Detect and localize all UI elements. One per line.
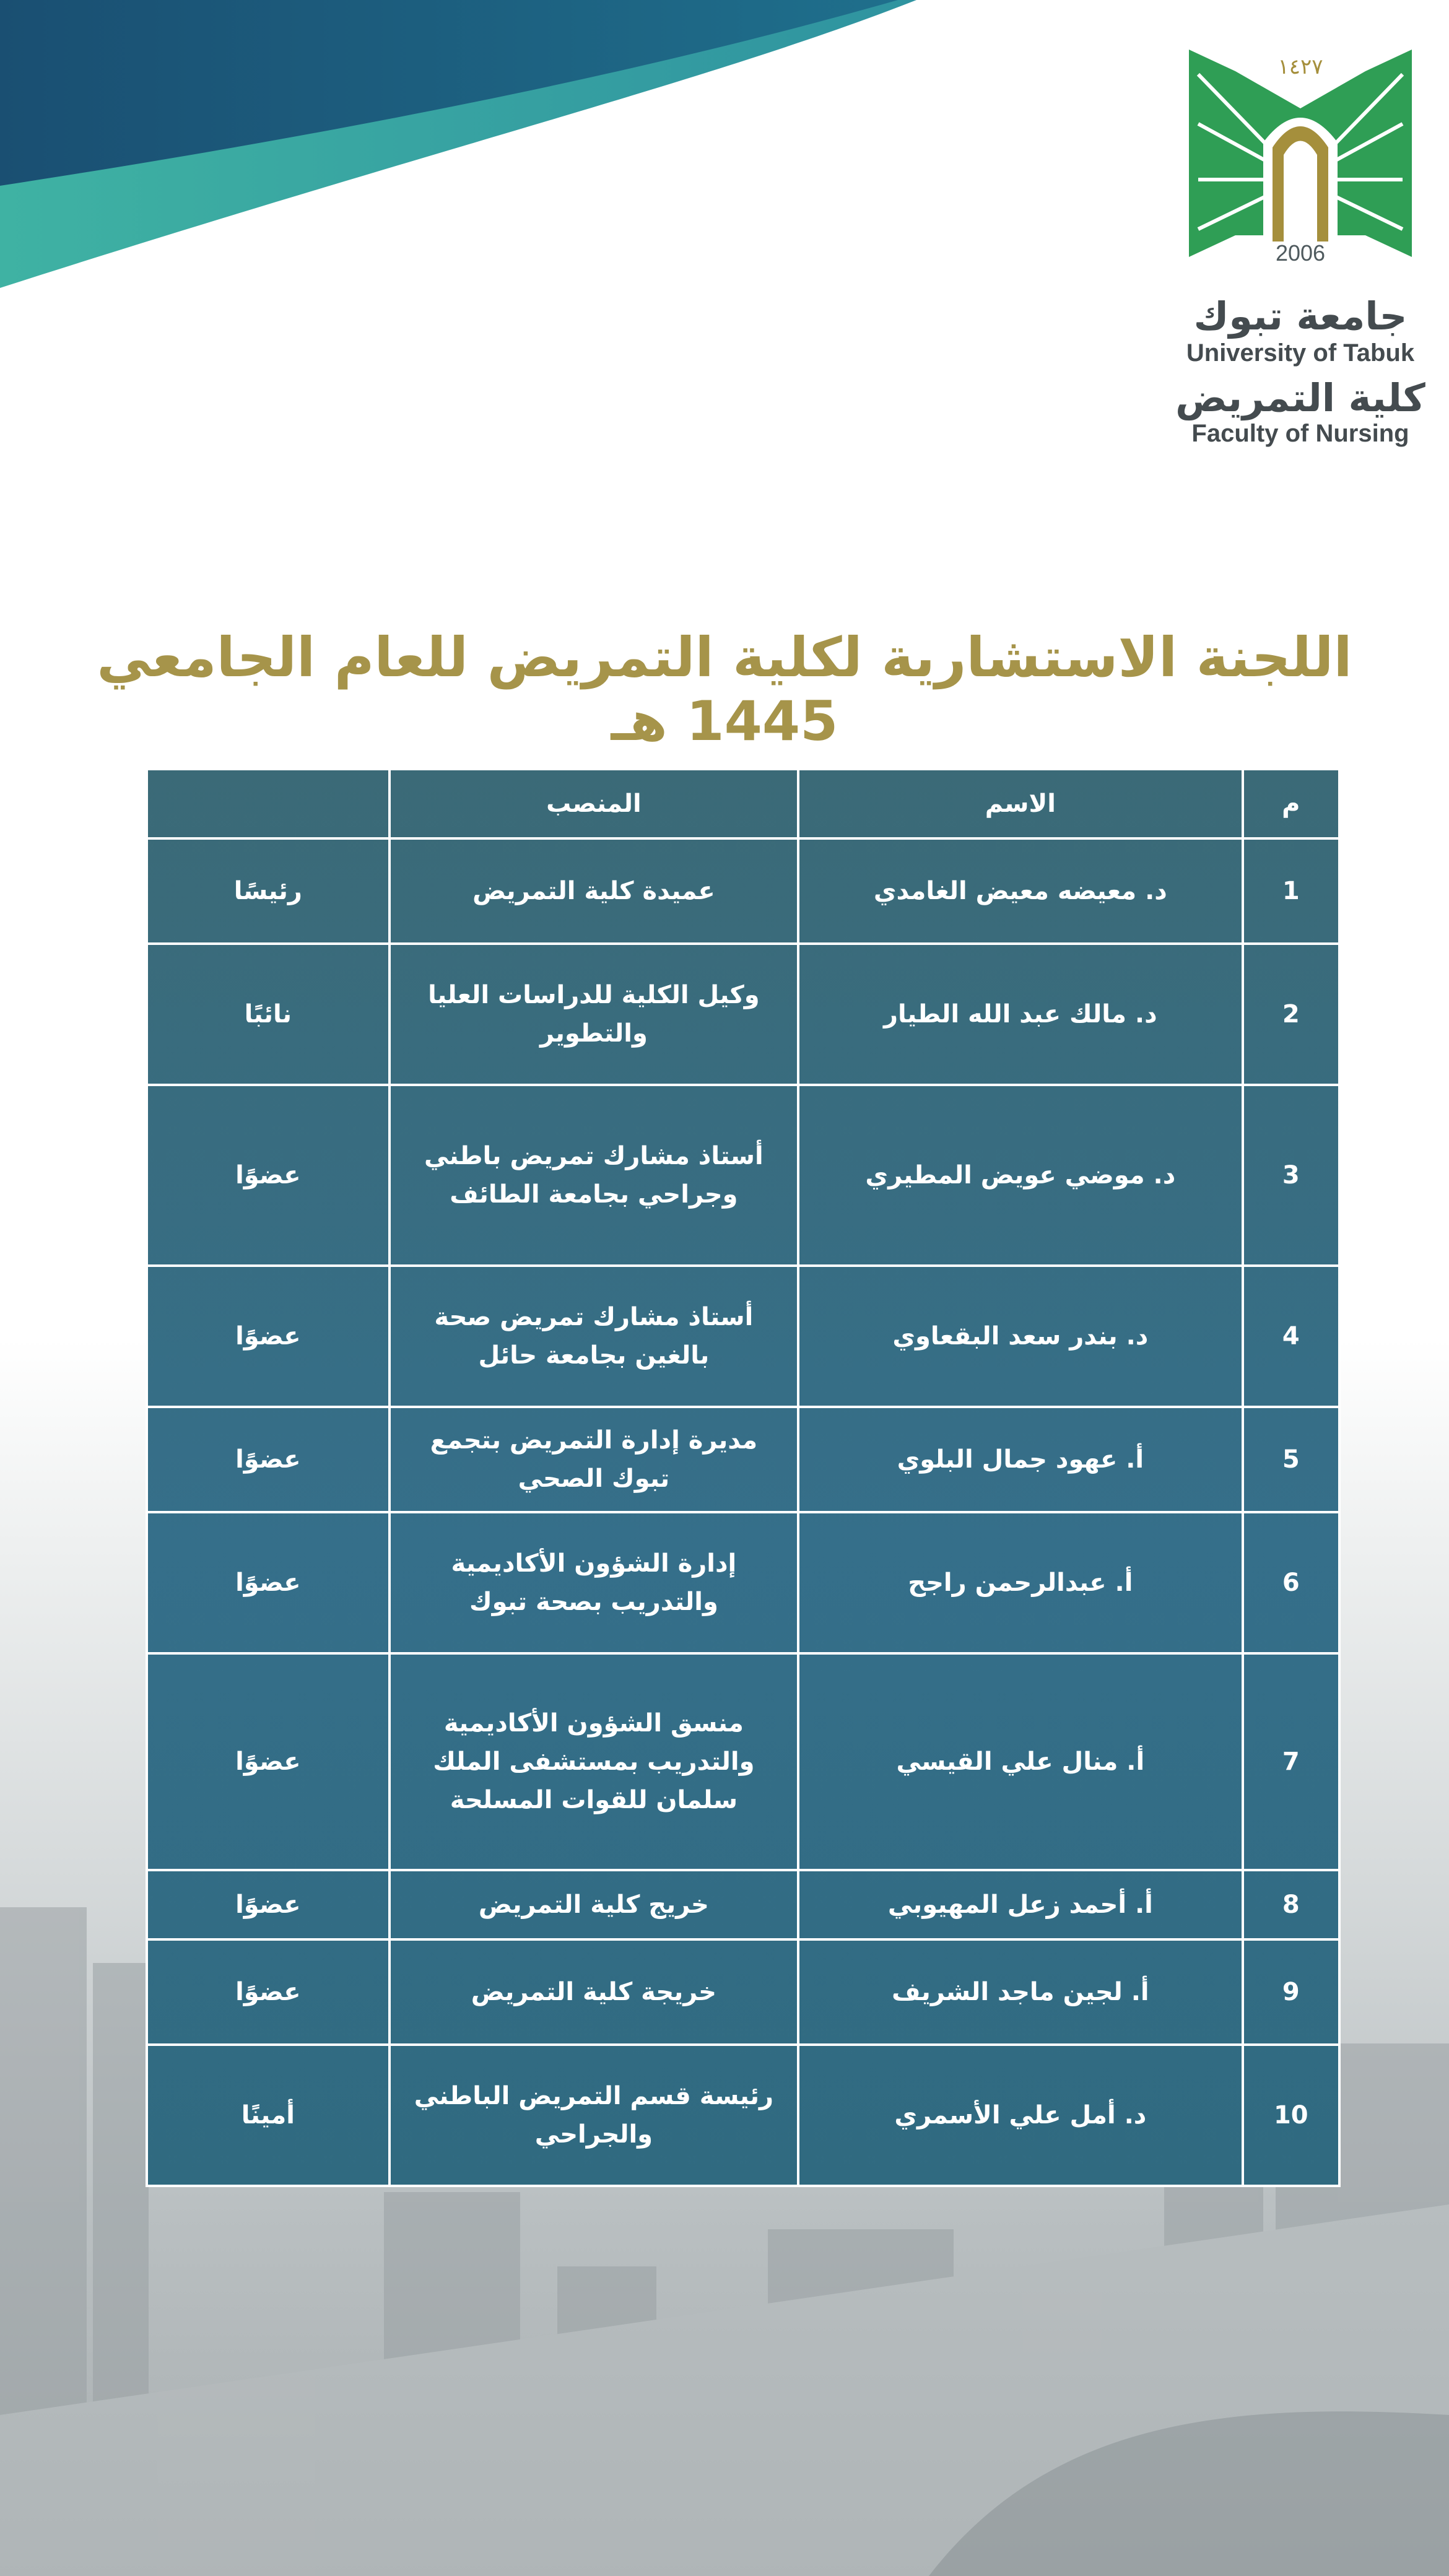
row-number: 10 bbox=[1243, 2045, 1339, 2186]
table-row bbox=[147, 1939, 1339, 2045]
row-name: د. أمل علي الأسمري bbox=[798, 2045, 1243, 2186]
university-name-ar: جامعة تبوك bbox=[1193, 294, 1408, 339]
gregorian-year: 2006 bbox=[1275, 240, 1326, 266]
committee-table bbox=[146, 768, 1341, 2187]
row-name: أ. عبدالرحمن راجح bbox=[798, 1512, 1243, 1653]
table-row bbox=[147, 838, 1339, 944]
row-number: 3 bbox=[1243, 1085, 1339, 1266]
row-role: عضوًا bbox=[147, 1266, 389, 1407]
table-row bbox=[147, 1407, 1339, 1512]
row-number: 1 bbox=[1243, 838, 1339, 944]
row-position: خريج كلية التمريض bbox=[389, 1870, 798, 1939]
row-number: 7 bbox=[1243, 1653, 1339, 1870]
header-position: المنصب bbox=[389, 769, 798, 838]
row-number: 2 bbox=[1243, 944, 1339, 1085]
row-role: عضوًا bbox=[147, 1512, 389, 1653]
row-role: رئيسًا bbox=[147, 838, 389, 944]
row-position: مديرة إدارة التمريض بتجمع تبوك الصحي bbox=[389, 1407, 798, 1512]
row-role: نائبًا bbox=[147, 944, 389, 1085]
row-role: عضوًا bbox=[147, 1939, 389, 2045]
row-name: أ. لجين ماجد الشريف bbox=[798, 1939, 1243, 2045]
table-row bbox=[147, 1266, 1339, 1407]
row-role: عضوًا bbox=[147, 1870, 389, 1939]
row-number: 8 bbox=[1243, 1870, 1339, 1939]
row-role: عضوًا bbox=[147, 1407, 389, 1512]
row-position: عميدة كلية التمريض bbox=[389, 838, 798, 944]
row-number: 4 bbox=[1243, 1266, 1339, 1407]
row-name: أ. أحمد زعل المهيوبي bbox=[798, 1870, 1243, 1939]
university-name-en: University of Tabuk bbox=[1186, 339, 1415, 367]
row-position: أستاذ مشارك تمريض باطني وجراحي بجامعة الطائف bbox=[389, 1085, 798, 1266]
header-number: م bbox=[1243, 769, 1339, 838]
row-position: وكيل الكلية للدراسات العليا والتطوير bbox=[389, 944, 798, 1085]
row-position: منسق الشؤون الأكاديمية والتدريب بمستشفى الملك سلمان للقوات المسلحة bbox=[389, 1653, 798, 1870]
row-role: عضوًا bbox=[147, 1085, 389, 1266]
dark-wave-shape bbox=[0, 0, 898, 186]
table-row bbox=[147, 1512, 1339, 1653]
row-position: إدارة الشؤون الأكاديمية والتدريب بصحة تبوك bbox=[389, 1512, 798, 1653]
row-name: أ. منال علي القيسي bbox=[798, 1653, 1243, 1870]
table-row bbox=[147, 2045, 1339, 2186]
table-row bbox=[147, 944, 1339, 1085]
row-number: 5 bbox=[1243, 1407, 1339, 1512]
faculty-name-ar: كلية التمريض bbox=[1175, 375, 1425, 420]
table-row bbox=[147, 1653, 1339, 1870]
row-name: د. مالك عبد الله الطيار bbox=[798, 944, 1243, 1085]
row-position: أستاذ مشارك تمريض صحة بالغين بجامعة حائل bbox=[389, 1266, 798, 1407]
row-position: خريجة كلية التمريض bbox=[389, 1939, 798, 2045]
row-name: د. معيضه معيض الغامدي bbox=[798, 838, 1243, 944]
faculty-name-en: Faculty of Nursing bbox=[1191, 420, 1409, 447]
page-title: اللجنة الاستشارية لكلية التمريض للعام الجامعي 1445 هـ bbox=[97, 625, 1352, 753]
row-position: رئيسة قسم التمريض الباطني والجراحي bbox=[389, 2045, 798, 2186]
row-role: أمينًا bbox=[147, 2045, 389, 2186]
table-header-row bbox=[147, 769, 1339, 838]
header-role bbox=[147, 769, 389, 838]
row-name: د. موضي عويض المطيري bbox=[798, 1085, 1243, 1266]
emblem-shape bbox=[1189, 50, 1412, 257]
hijri-year: ١٤٢٧ bbox=[1277, 55, 1323, 79]
row-number: 9 bbox=[1243, 1939, 1339, 2045]
header-name: الاسم bbox=[798, 769, 1243, 838]
row-role: عضوًا bbox=[147, 1653, 389, 1870]
row-name: د. بندر سعد البقعاوي bbox=[798, 1266, 1243, 1407]
row-number: 6 bbox=[1243, 1512, 1339, 1653]
table-row bbox=[147, 1870, 1339, 1939]
row-name: أ. عهود جمال البلوي bbox=[798, 1407, 1243, 1512]
table-row bbox=[147, 1085, 1339, 1266]
